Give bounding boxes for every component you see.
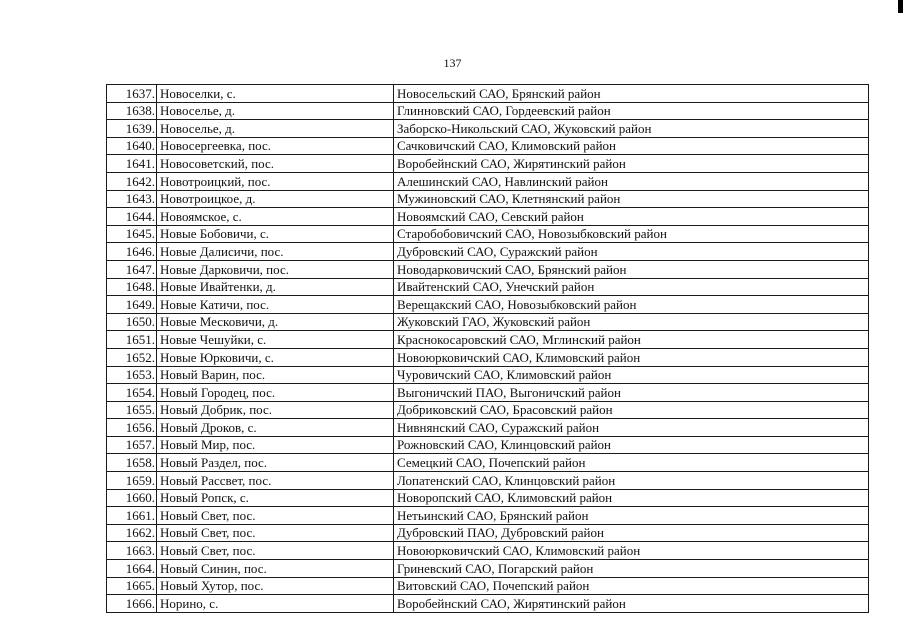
- settlement-name: Новый Дроков, с.: [157, 419, 394, 437]
- table-row: [107, 102, 869, 120]
- row-number: 1639.: [107, 120, 157, 138]
- settlement-name: Новые Юрковичи, с.: [157, 348, 394, 366]
- administrative-district: Краснокосаровский САО, Мглинский район: [394, 331, 869, 349]
- row-number: 1638.: [107, 102, 157, 120]
- table-row: [107, 278, 869, 296]
- row-number: 1643.: [107, 190, 157, 208]
- administrative-district: Нетьинский САО, Брянский район: [394, 507, 869, 525]
- settlement-name: Новый Раздел, пос.: [157, 454, 394, 472]
- row-number: 1640.: [107, 137, 157, 155]
- table-row: [107, 331, 869, 349]
- scan-edge-mark: [898, 0, 903, 13]
- table-row: [107, 542, 869, 560]
- row-number: 1647.: [107, 260, 157, 278]
- administrative-district: Воробейнский САО, Жирятинский район: [394, 155, 869, 173]
- row-number: 1654.: [107, 384, 157, 402]
- administrative-district: Добриковский САО, Брасовский район: [394, 401, 869, 419]
- settlement-name: Новый Добрик, пос.: [157, 401, 394, 419]
- administrative-district: Глинновский САО, Гордеевский район: [394, 102, 869, 120]
- administrative-district: Верещакский САО, Новозыбковский район: [394, 296, 869, 314]
- administrative-district: Новоямский САО, Севский район: [394, 208, 869, 226]
- table-row: [107, 225, 869, 243]
- row-number: 1656.: [107, 419, 157, 437]
- table-row: [107, 366, 869, 384]
- table-row: [107, 419, 869, 437]
- table-row: [107, 384, 869, 402]
- settlement-name: Новый Мир, пос.: [157, 436, 394, 454]
- table-row: [107, 348, 869, 366]
- table-row: [107, 595, 869, 613]
- table-row: [107, 137, 869, 155]
- table-row: [107, 208, 869, 226]
- settlement-name: Новый Свет, пос.: [157, 542, 394, 560]
- row-number: 1650.: [107, 313, 157, 331]
- table-row: [107, 243, 869, 261]
- row-number: 1660.: [107, 489, 157, 507]
- row-number: 1664.: [107, 560, 157, 578]
- table-row: [107, 172, 869, 190]
- settlement-name: Новый Синин, пос.: [157, 560, 394, 578]
- settlement-name: Новые Катичи, пос.: [157, 296, 394, 314]
- settlement-name: Новые Далисичи, пос.: [157, 243, 394, 261]
- table-row: [107, 120, 869, 138]
- table-row: [107, 524, 869, 542]
- table-row: [107, 560, 869, 578]
- table-row: [107, 436, 869, 454]
- administrative-district: Нивнянский САО, Суражский район: [394, 419, 869, 437]
- table-row: [107, 190, 869, 208]
- settlement-name: Норино, с.: [157, 595, 394, 613]
- settlement-name: Новотроицкое, д.: [157, 190, 394, 208]
- administrative-district: Чуровичский САО, Климовский район: [394, 366, 869, 384]
- row-number: 1659.: [107, 472, 157, 490]
- table-row: [107, 401, 869, 419]
- administrative-district: Новоропский САО, Климовский район: [394, 489, 869, 507]
- administrative-district: Новоюрковичский САО, Климовский район: [394, 542, 869, 560]
- settlement-name: Новый Рассвет, пос.: [157, 472, 394, 490]
- settlement-name: Новый Ропск, с.: [157, 489, 394, 507]
- administrative-district: Алешинский САО, Навлинский район: [394, 172, 869, 190]
- row-number: 1666.: [107, 595, 157, 613]
- administrative-district: Новодарковичский САО, Брянский район: [394, 260, 869, 278]
- row-number: 1651.: [107, 331, 157, 349]
- administrative-district: Дубровский ПАО, Дубровский район: [394, 524, 869, 542]
- row-number: 1655.: [107, 401, 157, 419]
- settlement-name: Новые Ивайтенки, д.: [157, 278, 394, 296]
- row-number: 1644.: [107, 208, 157, 226]
- row-number: 1663.: [107, 542, 157, 560]
- administrative-district: Новосельский САО, Брянский район: [394, 85, 869, 103]
- table-row: [107, 260, 869, 278]
- administrative-district: Лопатенский САО, Клинцовский район: [394, 472, 869, 490]
- settlement-name: Новые Дарковичи, пос.: [157, 260, 394, 278]
- row-number: 1645.: [107, 225, 157, 243]
- settlement-name: Новотроицкий, пос.: [157, 172, 394, 190]
- settlement-name: Новосоветский, пос.: [157, 155, 394, 173]
- administrative-district: Рожновский САО, Клинцовский район: [394, 436, 869, 454]
- settlement-name: Новоселки, с.: [157, 85, 394, 103]
- row-number: 1661.: [107, 507, 157, 525]
- row-number: 1637.: [107, 85, 157, 103]
- row-number: 1648.: [107, 278, 157, 296]
- settlement-name: Новый Варин, пос.: [157, 366, 394, 384]
- administrative-district: Гриневский САО, Погарский район: [394, 560, 869, 578]
- administrative-district: Витовский САО, Почепский район: [394, 577, 869, 595]
- table-row: [107, 577, 869, 595]
- administrative-district: Семецкий САО, Почепский район: [394, 454, 869, 472]
- settlements-table-body: [107, 85, 869, 613]
- row-number: 1641.: [107, 155, 157, 173]
- settlements-table: [106, 84, 869, 613]
- table-row: [107, 296, 869, 314]
- administrative-district: Воробейнский САО, Жирятинский район: [394, 595, 869, 613]
- administrative-district: Сачковичский САО, Климовский район: [394, 137, 869, 155]
- settlement-name: Новый Городец, пос.: [157, 384, 394, 402]
- settlement-name: Новоямское, с.: [157, 208, 394, 226]
- page-number: 137: [443, 56, 462, 70]
- table-row: [107, 313, 869, 331]
- settlement-name: Новые Бобовичи, с.: [157, 225, 394, 243]
- table-row: [107, 472, 869, 490]
- administrative-district: Заборско-Никольский САО, Жуковский район: [394, 120, 869, 138]
- row-number: 1649.: [107, 296, 157, 314]
- row-number: 1653.: [107, 366, 157, 384]
- row-number: 1642.: [107, 172, 157, 190]
- settlement-name: Новый Хутор, пос.: [157, 577, 394, 595]
- administrative-district: Жуковский ГАО, Жуковский район: [394, 313, 869, 331]
- table-row: [107, 85, 869, 103]
- row-number: 1665.: [107, 577, 157, 595]
- row-number: 1657.: [107, 436, 157, 454]
- table-row: [107, 507, 869, 525]
- administrative-district: Старобобовичский САО, Новозыбковский район: [394, 225, 869, 243]
- table-row: [107, 489, 869, 507]
- row-number: 1652.: [107, 348, 157, 366]
- row-number: 1658.: [107, 454, 157, 472]
- administrative-district: Ивайтенский САО, Унечский район: [394, 278, 869, 296]
- administrative-district: Новоюрковичский САО, Климовский район: [394, 348, 869, 366]
- settlement-name: Новые Чешуйки, с.: [157, 331, 394, 349]
- administrative-district: Выгоничский ПАО, Выгоничский район: [394, 384, 869, 402]
- administrative-district: Дубровский САО, Суражский район: [394, 243, 869, 261]
- table-row: [107, 155, 869, 173]
- settlement-name: Новые Месковичи, д.: [157, 313, 394, 331]
- settlement-name: Новоселье, д.: [157, 120, 394, 138]
- administrative-district: Мужиновский САО, Клетнянский район: [394, 190, 869, 208]
- table-row: [107, 454, 869, 472]
- settlement-name: Новый Свет, пос.: [157, 524, 394, 542]
- row-number: 1646.: [107, 243, 157, 261]
- row-number: 1662.: [107, 524, 157, 542]
- settlement-name: Новоселье, д.: [157, 102, 394, 120]
- settlement-name: Новосергеевка, пос.: [157, 137, 394, 155]
- settlement-name: Новый Свет, пос.: [157, 507, 394, 525]
